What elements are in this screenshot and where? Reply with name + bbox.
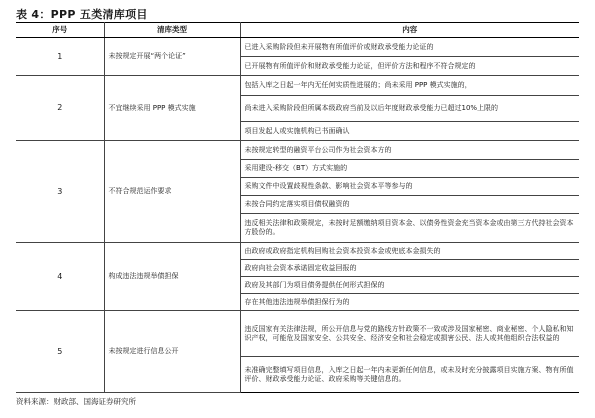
row-type: 未按规定进行信息公开 bbox=[104, 311, 240, 393]
table-title: 表 4：PPP 五类清库项目 bbox=[16, 8, 148, 21]
row-content: 由政府或政府指定机构回购社会资本投资本金或兜底本金损失的 bbox=[240, 243, 579, 260]
table-row bbox=[16, 38, 579, 57]
row-content: 已开展物有所值评价和财政承受能力论证，但评价方法和程序不符合规定的 bbox=[240, 57, 579, 76]
header-number: 序号 bbox=[16, 23, 104, 38]
table-row bbox=[16, 311, 579, 357]
table-row bbox=[16, 141, 579, 160]
row-content: 采用建设-移交（BT）方式实施的 bbox=[240, 160, 579, 178]
ppp-clearance-table bbox=[16, 22, 579, 393]
row-content: 未准确完整填写项目信息，入库之日起一年内未更新任何信息，或未及时充分披露项目实施方案、物有所值评价、财政承受能力论证、政府采购等关键信息的。 bbox=[240, 357, 579, 393]
row-number: 2 bbox=[16, 76, 104, 141]
row-content: 政府向社会资本承诺固定收益回报的 bbox=[240, 260, 579, 277]
header-content: 内容 bbox=[240, 23, 579, 38]
row-number: 4 bbox=[16, 243, 104, 311]
row-content: 未按规定转型的融资平台公司作为社会资本方的 bbox=[240, 141, 579, 160]
row-content: 违反相关法律和政策规定，未按时足额缴纳项目资本金、以债务性资金充当资本金或由第三方代持社会资本方股份的。 bbox=[240, 214, 579, 243]
row-content: 存在其他违法违规举债担保行为的 bbox=[240, 294, 579, 311]
source-note: 资料来源：财政部、国海证券研究所 bbox=[16, 397, 136, 406]
row-type: 未按规定开展“两个论证” bbox=[104, 38, 240, 76]
header-type: 清库类型 bbox=[104, 23, 240, 38]
table-row bbox=[16, 243, 579, 260]
row-content: 采购文件中设置歧视性条款、影响社会资本平等参与的 bbox=[240, 178, 579, 196]
table-row bbox=[16, 76, 579, 96]
row-content: 包括入库之日起一年内无任何实质性进展的；尚未采用 PPP 模式实施的， bbox=[240, 76, 579, 96]
table-header-row bbox=[16, 23, 579, 38]
row-type: 构成违法违规举债担保 bbox=[104, 243, 240, 311]
row-content: 尚未进入采购阶段但所属本级政府当前及以后年度财政承受能力已超过10%上限的 bbox=[240, 96, 579, 122]
row-content: 未按合同约定落实项目债权融资的 bbox=[240, 196, 579, 214]
row-type: 不宜继续采用 PPP 模式实施 bbox=[104, 76, 240, 141]
row-content: 政府及其部门为项目债务提供任何形式担保的 bbox=[240, 277, 579, 294]
row-number: 5 bbox=[16, 311, 104, 393]
row-content: 已进入采购阶段但未开展物有所值评价或财政承受能力论证的 bbox=[240, 38, 579, 57]
row-number: 1 bbox=[16, 38, 104, 76]
row-content: 项目发起人或实施机构已书面确认 bbox=[240, 122, 579, 141]
row-content: 违反国家有关法律法规，所公开信息与党的路线方针政策不一致或涉及国家秘密、商业秘密、个人隐私和知识产权，可能危及国家安全、公共安全、经济安全和社会稳定或损害公民、法人或其他组织合法权益的 bbox=[240, 311, 579, 357]
row-number: 3 bbox=[16, 141, 104, 243]
row-type: 不符合规范运作要求 bbox=[104, 141, 240, 243]
